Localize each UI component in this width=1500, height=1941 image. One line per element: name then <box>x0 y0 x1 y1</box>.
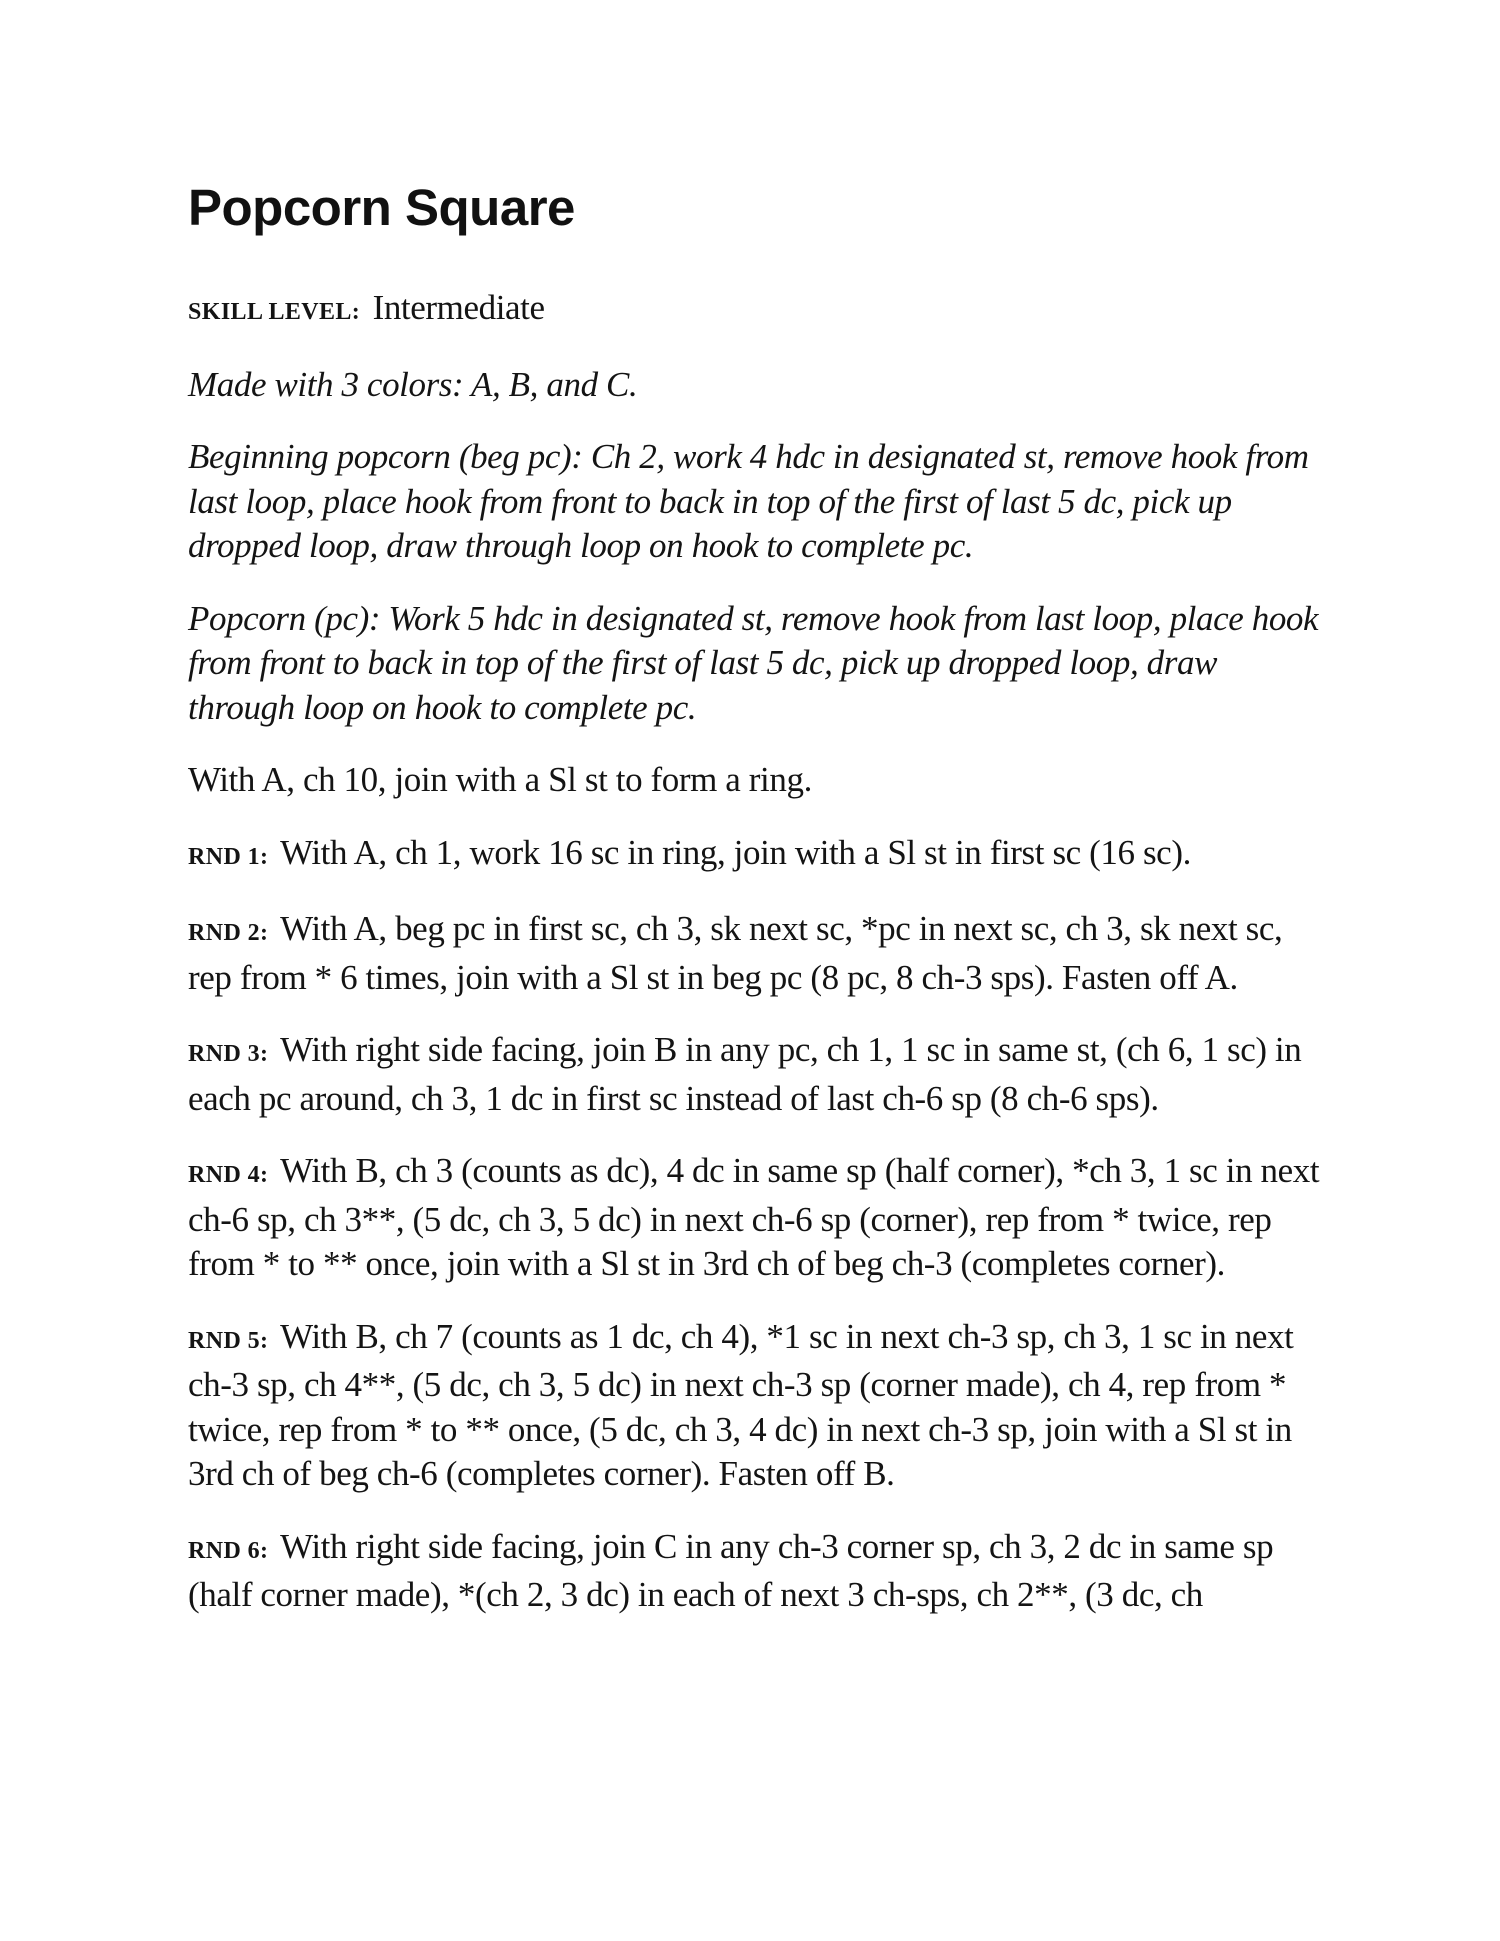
round-text: With B, ch 7 (counts as 1 dc, ch 4), *1 sc in next ch-3 sp, ch 3, 1 sc in next ch-3 sp, ch 4**, (5 dc, ch 3, 5 dc) in next ch-3 sp (corner made), ch 4, rep from * twice, rep from * to ** once, (5 dc, ch 3, 4 dc) in next ch-3 sp, join with a Sl st in 3rd ch of beg ch-6 (completes corner). Fasten off B. <box>188 1316 1294 1493</box>
round-text: With A, ch 1, work 16 sc in ring, join with a Sl st in first sc (16 sc). <box>280 832 1191 872</box>
round-3 <box>188 1028 1328 1121</box>
round-6 <box>188 1525 1328 1618</box>
round-label: RND 1: <box>188 843 269 870</box>
round-5 <box>188 1315 1328 1497</box>
skill-level-label: SKILL LEVEL: <box>188 299 361 325</box>
skill-level <box>188 286 1328 335</box>
round-label: RND 4: <box>188 1162 269 1188</box>
page-title: Popcorn Square <box>188 179 575 236</box>
round-2 <box>188 907 1328 1000</box>
round-label: RND 6: <box>188 1537 269 1564</box>
round-label: RND 3: <box>188 1041 269 1067</box>
definition-beginning-popcorn: Beginning popcorn (beg pc): Ch 2, work 4 hdc in designated st, remove hook from last loop, place hook from front to back in top of the first of last 5 dc, pick up dropped loop, draw through loop on hook to complete pc. <box>188 437 1309 565</box>
foundation-instruction: With A, ch 10, join with a Sl st to form a ring. <box>188 760 812 799</box>
round-1 <box>188 831 1328 880</box>
definition-popcorn: Popcorn (pc): Work 5 hdc in designated st, remove hook from last loop, place hook from front to back in top of the first of last 5 dc, pick up dropped loop, draw through loop on hook to complete pc. <box>188 598 1319 727</box>
round-text: With A, beg pc in first sc, ch 3, sk next sc, *pc in next sc, ch 3, sk next sc, rep from * 6 times, join with a Sl st in beg pc (8 pc, 8 ch-3 sps). Fasten off A. <box>188 909 1283 997</box>
round-label: RND 5: <box>188 1327 269 1354</box>
round-label: RND 2: <box>188 920 269 946</box>
round-4 <box>188 1149 1328 1287</box>
round-text: With right side facing, join C in any ch-3 corner sp, ch 3, 2 dc in same sp (half corner made), *(ch 2, 3 dc) in each of next 3 ch-sps, ch 2**, (3 dc, ch <box>188 1526 1274 1614</box>
skill-level-value: Intermediate <box>372 288 545 327</box>
round-text: With B, ch 3 (counts as dc), 4 dc in same sp (half corner), *ch 3, 1 sc in next ch-6 sp, ch 3**, (5 dc, ch 3, 5 dc) in next ch-6 sp (corner), rep from * twice, rep from * to ** once, join with a Sl st in 3rd ch of beg ch-3 (completes corner). <box>188 1151 1320 1283</box>
round-text: With right side facing, join B in any pc, ch 1, 1 sc in same st, (ch 6, 1 sc) in each pc around, ch 3, 1 dc in first sc instead of last ch-6 sp (8 ch-6 sps). <box>188 1030 1302 1118</box>
colors-note: Made with 3 colors: A, B, and C. <box>188 364 638 404</box>
document-content <box>188 178 1328 1646</box>
